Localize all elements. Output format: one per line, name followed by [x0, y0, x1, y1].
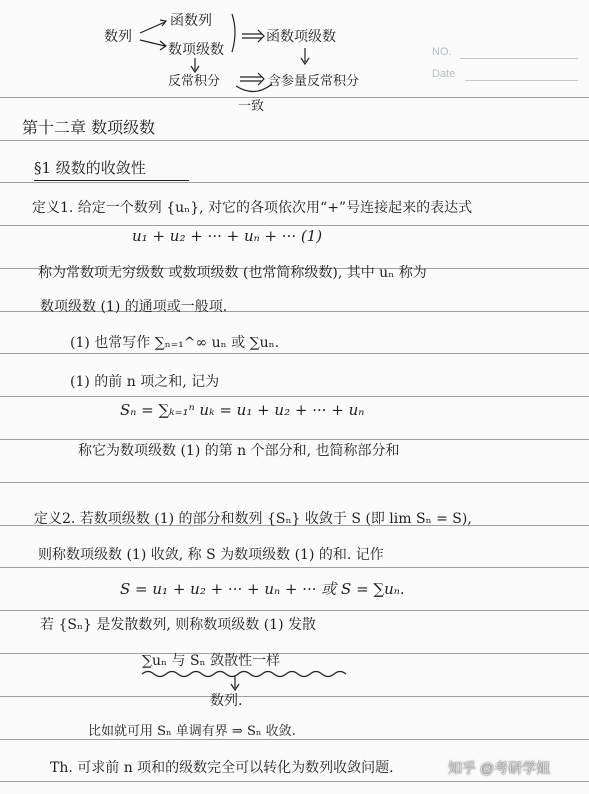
section-underline — [34, 180, 189, 181]
brace — [232, 14, 235, 52]
ruled-line — [0, 482, 589, 483]
word-sequence: 数列 — [104, 29, 132, 45]
date-label: Date — [432, 68, 456, 80]
ruled-line — [0, 610, 589, 611]
word-param-improper-integral: 含参量反常积分 — [268, 74, 360, 89]
ruled-line — [0, 182, 589, 183]
note-monotone-bounded: 比如就可用 Sₙ 单调有界 ⇒ Sₙ 收敛. — [88, 724, 296, 739]
ruled-line — [0, 739, 589, 740]
ruled-line — [0, 781, 589, 782]
wavy-underline — [140, 668, 360, 708]
def2-text: 定义2. 若数项级数 (1) 的部分和数列 {Sₙ} 收敛于 S (即 lim Sₙ = S), — [34, 511, 472, 527]
note-sequence: 数列. — [210, 693, 243, 709]
no-label: NO. — [432, 46, 452, 58]
ruled-line — [0, 225, 589, 226]
arrow-to-series — [140, 40, 165, 46]
watermark: 知乎 @考研学姐 — [448, 760, 551, 776]
word-number-series: 数项级数 — [168, 42, 224, 58]
implies-arrow-top — [242, 34, 262, 38]
note-same-convergence: ∑uₙ 与 Sₙ 敛散性一样 — [142, 653, 281, 669]
def1-line2: 称为常数项无穷级数 或数项级数 (也常简称级数), 其中 uₙ 称为 — [38, 265, 427, 281]
def2-sum-formula: S = u₁ + u₂ + ··· + uₙ + ··· 或 S = ∑uₙ. — [120, 580, 405, 598]
word-function-sequence: 函数列 — [170, 13, 212, 29]
def1-series-formula: u₁ + u₂ + ··· + uₙ + ··· (1) — [132, 227, 323, 245]
concept-map-arrows — [0, 0, 589, 120]
def1-note-notation: (1) 也常写作 ∑ₙ₌₁^∞ uₙ 或 ∑uₙ. — [70, 335, 280, 351]
def2-line2: 则称数项级数 (1) 收敛, 称 S 为数项级数 (1) 的和. 记作 — [38, 547, 384, 563]
def1-text: 定义1. 给定一个数列 {uₙ}, 对它的各项依次用“+”号连接起来的表达式 — [32, 200, 473, 216]
word-improper-integral: 反常积分 — [168, 74, 221, 89]
chapter-title: 第十二章 数项级数 — [22, 118, 156, 137]
def1-note-partial: (1) 的前 n 项之和, 记为 — [70, 374, 220, 390]
implies-arrow-bottom — [240, 77, 262, 81]
word-uniform: 一致 — [238, 99, 265, 114]
ruled-line — [0, 653, 589, 654]
def2-divergent-text: 若 {Sₙ} 是发散数列, 则称数项级数 (1) 发散 — [40, 617, 316, 633]
ruled-line — [0, 140, 589, 141]
word-function-series: 函数项级数 — [266, 29, 336, 45]
ruled-line — [0, 353, 589, 354]
def1-line3: 数项级数 (1) 的通项或一般项. — [40, 299, 228, 315]
section-title: §1 级数的收敛性 — [34, 159, 146, 177]
theorem-text: Th. 可求前 n 项和的级数完全可以转化为数列收敛问题. — [50, 760, 394, 776]
ruled-line — [0, 396, 589, 397]
partial-sum-formula: Sₙ = ∑ₖ₌₁ⁿ uₖ = u₁ + u₂ + ··· + uₙ — [120, 401, 365, 419]
curve-under — [236, 84, 272, 92]
ruled-line — [0, 567, 589, 568]
def1-partial-sum-note: 称它为数项级数 (1) 的第 n 个部分和, 也简称部分和 — [78, 443, 400, 459]
arrow-to-function-sequence — [140, 22, 165, 33]
